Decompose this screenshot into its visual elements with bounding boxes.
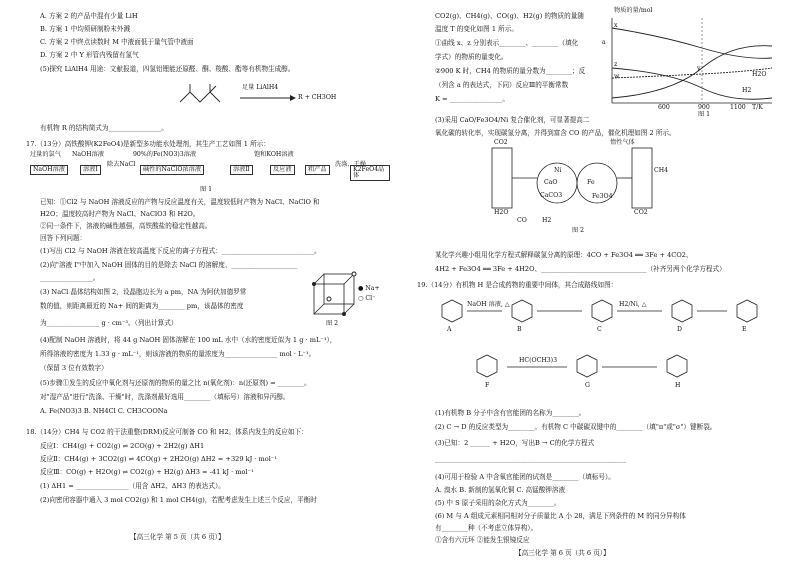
q19-2: (2) C → D 的反应类型为________。有机物 C 中碳碳双键中的________（填"π"或"σ"）键断裂。	[435, 423, 717, 431]
flow-box-solution-1: 溶液Ⅰ	[80, 165, 101, 175]
series-w-line	[612, 68, 772, 78]
q5-text: (5)探究 LiAlH4 用途：文献报道，四氢铝锂能还原醛、酮、羧酸、酯等有机物生成醇。	[40, 65, 295, 73]
organic-r-question: 有机物 R 的结构简式为________________。	[40, 124, 168, 132]
right-footer: 【高三化学 第 6 页（共 6 页）】	[515, 549, 610, 557]
reaction-product: R + CH3OH	[298, 94, 337, 101]
flow-box-naoh: NaOH溶液	[30, 165, 68, 175]
q19-1: (1)有机物 B 分子中含有官能团的名称为________。	[435, 409, 586, 417]
synthesis-route: A B C D E F G H NaOH 溶液, △ H2/Ni, △ HC(OCH3)3	[427, 295, 782, 405]
q19-title: 19.（14分）有机物 H 是合成药物的重要中间体，其合成路线如图：	[417, 281, 618, 289]
nacl-crystal-figure: 图 2 ● Na+ ○ Cl⁻	[308, 270, 368, 330]
catalysis-figure: CO2 H2O CO H2 Fe CaO Ni CaCO3 Fe3O4 惰性气体 CO2 CH4 图 2	[494, 139, 669, 234]
option-c: C. 方案 2 中终点读数时 M 中液面低于量气管中液面	[40, 38, 194, 46]
flow-box-crude: 粗产品	[305, 165, 330, 175]
q17-5: (5)步骤①发生的反应中氧化剂与还原剂的物质的量之比 n(氧化剂)：n(还原剂) = ________。	[40, 379, 311, 387]
reaction-condition: 足量 LiAlH4	[242, 84, 279, 91]
chart-figure-1: 物质的量/mol T/K 600 900 1100 x y z w H2O H2 a 图 1	[602, 8, 782, 118]
q18-title: 18.（14分）CH4 与 CO2 的干法重整(DRM)反应可制备 CO 和 H2。体系内发生的反应如下：	[26, 428, 308, 436]
flow-box-reaction: 反应液	[270, 165, 295, 175]
option-a: A. 方案 2 的产品中混有少量 LiH	[40, 12, 138, 20]
reaction-scheme	[170, 82, 360, 110]
right-page: CO2(g)、CH4(g)、CO(g)、H2(g) 的物质的量随 温度 T 的变化如图 1 所示。 ①曲线 x、z 分别表示________、________（填化 学式）的物质的量变化。 ②900 K 时，CH4 的物质的量分数为________；反 （列含 a 的表达式，下同）反应Ⅲ的平衡常数 K = ________________。 物质的量/mol T/K 600 900 1100 x y z w H2O H2 a 图 1 (3)采用 CaO/Fe3O4/Ni 复合催化剂，可显著提高二 氧化碳的转化率，实现碳氢分离，并得到富含 CO 的产品，催化机理如图 2 所示。 CO2 H2O CO H2 Fe CaO Ni CaCO3 Fe3O4 惰性气体 CO2 CH4 图 2 某化学兴趣小组用化学方程式解释碳氢分离的原理：4CO + Fe3O4 ══ 3Fe + 4CO2、 4H2 + Fe3O4 ══ 3Fe + 4H2O、________________________________（补齐另两个化学方程式） 19.（14分）有机物 H 是合成药物的重要中间体，其合成路线如图： A B C D E F G H NaOH 溶液, △ H2/Ni, △ HC(OCH3)3 (1)有机物 B 分子中含有官能团的名称为________。 (2) C → D 的反应类型为________。有机物 C 中碳碳双键中的________（填"π"或"σ"）键断裂。 (3)已知：2 ______ + H2O，写出B → C的化学方程式 __________________________________________________________ (4)可用于检验 A 中含氧官能团的试剂是________（填标号）。 A. 溴水 B. 新制的氢氧化铜 C. 高锰酸钾溶液 (5) 中 S 原子采用的杂化方式为________。 (6) M 与 A 组成元素相同相对分子质量比 A 小 28，满足下列条件的 M 的同分异构体 有________种（不考虑立体异构）。 ①含有六元环 ②能发生银镜反应 【高三化学 第 6 页（共 6 页）】	[397, 0, 794, 562]
flow-chart: 过量的氯气 NaOH溶液 90%的Fe(NO3)3溶液 饱和KOH溶液 NaOH溶液 溶液Ⅰ 除去NaCl 碱性的NaClO浓溶液 溶液Ⅱ 反应液 粗产品 洗涤、干燥 K2FeO4晶体 图 1	[30, 152, 390, 196]
q19-6: (6) M 与 A 组成元素相同相对分子质量比 A 小 28，满足下列条件的 M 的同分异构体	[435, 512, 686, 520]
q18-2b: ②900 K 时，CH4 的物质的量分数为________；反	[435, 67, 586, 75]
option-d: D. 方案 2 中 Y 形管内残留有氢气	[40, 51, 139, 59]
q17-2: (2)向"溶液 I"中加入 NaOH 固体的目的是除去 NaCl 的溶解度、____________________	[40, 261, 298, 269]
q17-4: (4)配制 NaOH 溶液时，将 44 g NaOH 固体溶解在 100 mL 水中（水的密度近似为 1 g · mL⁻¹），	[40, 336, 337, 344]
left-page: A. 方案 2 的产品中混有少量 LiH B. 方案 1 中均须研制粉末外溅 C. 方案 2 中终点读数时 M 中液面低于量气管中液面 D. 方案 2 中 Y 形管内残留有氢气 (5)探究 LiAlH4 用途：文献报道，四氢铝锂能还原醛、酮、羧酸、酯等有机物生成醇。 足量 LiAlH4 R + CH3OH 有机物 R 的结构简式为________________。 17.（13分）高铁酸钾(K2FeO4)是新型多功能水处理剂，其生产工艺如图 1 所示： 过量的氯气 NaOH溶液 90%的Fe(NO3)3溶液 饱和KOH溶液 NaOH溶液 溶液Ⅰ 除去NaCl 碱性的NaClO浓溶液 溶液Ⅱ 反应液 粗产品 洗涤、干燥 K2FeO4晶体 图 1 已知：①Cl2 与 NaOH 溶液反应的产物与反应温度有关，温度较低时产物为 NaCl、NaClO 和 H2O；温度较高时产物为 NaCl、NaClO3 和 H2O。 ②同一条件下，溶液的碱性越强，高铁酸盐的稳定性越高。 回答下列问题： (1)写出 Cl2 与 NaOH 溶液在较高温度下反应的离子方程式：____________________________。 (2)向"溶液 I"中加入 NaOH 固体的目的是除去 NaCl 的溶解度、____________________ ________________。 (3) NaCl 晶体结构如图 2，设晶胞边长为 a pm，NA 为阿伏加德罗常 数的值，则距离最近的 Na+ 间的距离为________ pm，该晶体的密度 为________________ g · cm⁻³。（列出计算式） 图 2 ● Na+ ○ Cl⁻ (4)配制 NaOH 溶液时，将 44 g NaOH 固体溶解在 100 mL 水中（水的密度近似为 1 g · mL⁻¹）， 所得溶液的密度为 1.33 g · mL⁻¹，则该溶液的物质的量浓度为________________ mol · L⁻¹。 （保留 3 位有效数字） (5)步骤①发生的反应中氧化剂与还原剂的物质的量之比 n(氧化剂)：n(还原剂) = ________。 对"湿产品"进行"洗涤、干燥"时，洗涤剂最好选用________（填标号）溶液和异丙醇。 A. Fe(NO3)3 B. NH4Cl C. CH3COONa 18.（14分）CH4 与 CO2 的干法重整(DRM)反应可制备 CO 和 H2。体系内发生的反应如下： 反应Ⅰ：CH4(g) + CO2(g) ⇌ 2CO(g) + 2H2(g) ΔH1 反应Ⅱ：CH4(g) + 3CO2(g) ⇌ 4CO(g) + 2H2O(g) ΔH2 = +329 kJ · mol⁻¹ 反应Ⅲ：CO(g) + H2O(g) ⇌ CO2(g) + H2(g) ΔH3 = -41 kJ · mol⁻¹ (1) ΔH1 = ________________（用含 ΔH2、ΔH3 的表达式）。 (2)向密闭容器中通入 3 mol CO2(g) 和 1 mol CH4(g)，若配考虑发生上述三个反应，平衡时 【高三化学 第 5 页（共 6 页）】	[0, 0, 397, 562]
q17-title: 17.（13分）高铁酸钾(K2FeO4)是新型多功能水处理剂，其生产工艺如图 1 所示：	[26, 140, 270, 148]
q18-3: (3)采用 CaO/Fe3O4/Ni 复合催化剂，可显著提高二	[435, 116, 590, 124]
option-b: B. 方案 1 中均须研制粉末外溅	[40, 25, 130, 33]
q17-1: (1)写出 Cl2 与 NaOH 溶液在较高温度下反应的离子方程式：____________________________。	[40, 247, 321, 255]
q18-2: (2)向密闭容器中通入 3 mol CO2(g) 和 1 mol CH4(g)，若配考虑发生上述三个反应，平衡时	[40, 496, 317, 504]
series-x-line	[612, 28, 772, 58]
q19-3: (3)已知：2 ______ + H2O，写出B → C的化学方程式	[435, 439, 595, 447]
flow-box-solution-2: 溶液Ⅱ	[230, 165, 253, 175]
q19-5: (5) 中 S 原子采用的杂化方式为________。	[435, 499, 561, 507]
q18-2a: ①曲线 x、z 分别表示________、________（填化	[435, 39, 579, 47]
q18-1: (1) ΔH1 = ________________（用含 ΔH2、ΔH3 的表达式）。	[40, 482, 225, 490]
q17-3: (3) NaCl 晶体结构如图 2，设晶胞边长为 a pm，NA 为阿伏加德罗常	[40, 288, 247, 296]
flow-box-product: K2FeO4晶体	[350, 165, 390, 181]
left-footer: 【高三化学 第 5 页（共 6 页）】	[130, 533, 225, 541]
flow-box-naclo: 碱性的NaClO浓溶液	[140, 165, 204, 175]
q19-4: (4)可用于检验 A 中含氧官能团的试剂是________（填标号）。	[435, 473, 615, 481]
